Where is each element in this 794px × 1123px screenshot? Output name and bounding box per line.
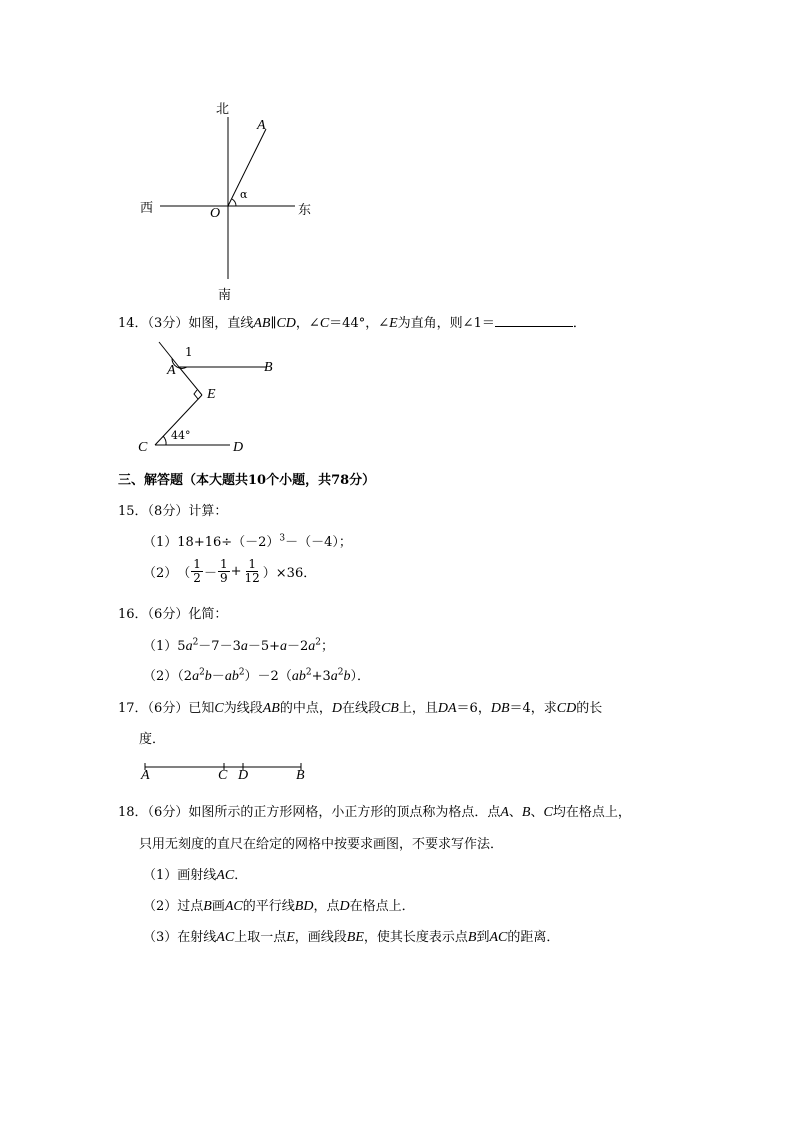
q17-label-a: A <box>141 768 150 783</box>
q14-label-44: 44° <box>171 429 191 442</box>
q16-number: 16． <box>118 607 148 622</box>
q18-score: （6分） <box>147 805 189 820</box>
q15-f3-num: 1 <box>248 557 256 571</box>
q18-p2-f: 在格点上． <box>349 899 415 914</box>
q18-p3-ac2: AC <box>489 930 508 945</box>
q16-p2-var5: a <box>330 669 338 684</box>
q16-title: 化简： <box>188 607 228 622</box>
q18-a: A <box>500 805 509 820</box>
q15-p2-tail: ）×36． <box>262 566 317 581</box>
q18-p2-a: 过点 <box>177 899 204 914</box>
label-east: 东 <box>298 203 312 218</box>
q18-p2-e: ，点 <box>313 899 340 914</box>
q16-p2-e1: 2 <box>199 667 205 678</box>
label-north: 北 <box>216 102 230 117</box>
q18-text <box>118 801 631 821</box>
q16-p1-d: －2 <box>287 639 309 654</box>
label-west: 西 <box>140 201 154 216</box>
q18-part3 <box>143 926 559 946</box>
q14-text-b: ，∠ <box>295 316 320 331</box>
q18-part2 <box>143 895 415 915</box>
label-point-a: A <box>257 118 266 133</box>
q17-text-f: ＝6， <box>456 701 491 716</box>
q16-p2-var3: ab <box>224 669 239 684</box>
q16-p2-b: － <box>211 669 225 684</box>
q17-cd: CD <box>556 701 577 716</box>
q16-p2-d: +3 <box>311 669 331 684</box>
q17-line2: 度． <box>139 732 166 747</box>
angle-alpha-arc <box>232 199 236 206</box>
q16-p1-var3: a <box>280 639 288 654</box>
q18-p3-b: 上取一点 <box>234 930 287 945</box>
q14-cd: CD <box>276 316 296 331</box>
q16-p1-c: －5+ <box>247 639 281 654</box>
q15-p2-label: （2） <box>143 566 178 581</box>
q17-text-e: 上，且 <box>398 701 438 716</box>
q17-ab: AB <box>262 701 280 716</box>
q17-db: DB <box>490 701 510 716</box>
q18-p1-ac: AC <box>216 868 235 883</box>
q14-ab: AB <box>253 316 271 331</box>
q18-sep1: 、 <box>508 805 522 820</box>
q14-c: C <box>319 316 330 331</box>
q18-p2-b: B <box>203 899 212 914</box>
q18-p1-text: 画射线 <box>177 868 217 883</box>
label-alpha: α <box>240 188 248 201</box>
q18-number: 18． <box>118 805 148 820</box>
q15-fraction-1 <box>191 558 203 585</box>
q16-p1-e2: 2 <box>315 637 322 648</box>
q17-d: D <box>331 701 342 716</box>
q18-part1 <box>143 864 247 884</box>
q16-p2-end: ）． <box>350 669 370 684</box>
q18-p3-d: ，使其长度表示点 <box>363 930 468 945</box>
q17-c: C <box>214 701 224 716</box>
q15-plus: + <box>230 564 242 579</box>
q18-text-b: 均在格点上， <box>552 805 631 820</box>
q16-p2-c: ）－2（ <box>244 669 292 684</box>
q16-p1-end: ； <box>321 639 335 654</box>
q18-p1-end: ． <box>234 868 248 883</box>
q15-p1-tail: －（－4）； <box>285 535 352 550</box>
q16-p1-var4: a <box>308 639 316 654</box>
q16-p2-var4: ab <box>291 669 306 684</box>
q18-p2-c: 画 <box>211 899 225 914</box>
q16-score: （6分） <box>147 607 189 622</box>
q15-f2-den: 9 <box>219 571 228 585</box>
q17-text-h: 的长 <box>576 701 603 716</box>
q17-da: DA <box>437 701 457 716</box>
q14-line-ae <box>179 367 202 395</box>
q16-p2-e4: 2 <box>337 667 344 678</box>
q18-p2-label: （2） <box>143 899 178 914</box>
q18-p3-c: ，画线段 <box>294 930 347 945</box>
q15-title: 计算： <box>188 504 228 519</box>
q15-f3-den: 12 <box>244 571 260 585</box>
q15-f1-den: 2 <box>193 571 201 585</box>
q14-label-1: 1 <box>185 345 193 359</box>
q17-label-c: C <box>218 768 228 783</box>
q18-p2-bd: BD <box>294 899 314 914</box>
q18-p1-label: （1） <box>143 868 178 883</box>
q16-p1-var1: a <box>185 639 193 654</box>
q18-sep2: 、 <box>530 805 544 820</box>
q14-number: 14． <box>118 316 148 331</box>
q15-p1-exp: 3 <box>279 533 286 544</box>
q16-p2-var1: a <box>192 669 200 684</box>
section-3-title: 三、解答题（本大题共10个小题，共78分） <box>118 473 376 488</box>
q16-p2-e2: 2 <box>238 667 245 678</box>
q15-p1-label: （1） <box>143 535 178 550</box>
q14-right-angle <box>194 390 198 399</box>
q18-p3-label: （3） <box>143 930 178 945</box>
q16-p1-a: 5 <box>177 639 186 654</box>
q17-text-g: ＝4，求 <box>509 701 557 716</box>
q17-text-b: 为线段 <box>223 701 263 716</box>
q15-header <box>118 500 227 519</box>
q17-text-d: 在线段 <box>341 701 381 716</box>
q17-text-c: 的中点， <box>279 701 332 716</box>
q15-f2-num: 1 <box>219 557 228 571</box>
q18-b: B <box>521 805 531 820</box>
q14-text-a: 如图，直线 <box>188 316 254 331</box>
q16-p2-label: （2） <box>143 669 178 684</box>
q17-number: 17． <box>118 701 148 716</box>
q16-p1-b: －7－3 <box>198 639 241 654</box>
q14-parallel: ∥ <box>270 316 277 331</box>
q17-text <box>118 697 602 717</box>
q17-label-d: D <box>238 768 249 783</box>
q14-label-d: D <box>233 440 244 455</box>
q18-p3-be: BE <box>346 930 364 945</box>
q18-p3-g: 的距离． <box>507 930 560 945</box>
q18-p2-dd: D <box>339 899 350 914</box>
q14-angle44-arc <box>163 436 166 445</box>
q14-label-b: B <box>264 360 273 375</box>
q14-score: （3分） <box>147 316 189 331</box>
q16-p1-label: （1） <box>143 639 178 654</box>
q16-p2-var2: b <box>204 669 212 684</box>
q18-p3-ac: AC <box>216 930 235 945</box>
q14-label-a: A <box>167 363 176 378</box>
q17-label-b: B <box>296 768 305 783</box>
q17-text-a: 已知 <box>188 701 215 716</box>
q15-number: 15． <box>118 504 148 519</box>
q14-end: ． <box>572 316 586 331</box>
q15-part1 <box>143 531 352 550</box>
q14-answer-blank[interactable] <box>495 314 573 327</box>
q14-text-c: ＝44°，∠ <box>329 316 390 331</box>
q17-cb: CB <box>380 701 399 716</box>
q16-p2-e3: 2 <box>305 667 312 678</box>
q14-text <box>118 312 586 332</box>
q14-label-e: E <box>207 387 216 402</box>
q15-part2 <box>143 558 316 585</box>
q16-p2-var6: b <box>343 669 351 684</box>
q18-p3-bb: B <box>467 930 477 945</box>
q17-score: （6分） <box>147 701 189 716</box>
q18-line2: 只用无刻度的直尺在给定的网格中按要求画图，不要求写作法． <box>139 837 504 852</box>
q16-p2-a: （2 <box>177 669 193 684</box>
label-south: 南 <box>218 288 232 303</box>
q16-part1 <box>143 635 334 655</box>
q14-e: E <box>389 316 398 331</box>
label-point-o: O <box>210 206 221 221</box>
q18-p2-ac: AC <box>224 899 243 914</box>
q18-p2-d: 的平行线 <box>242 899 295 914</box>
q16-p1-var2: a <box>240 639 248 654</box>
q14-text-d: 为直角，则∠1＝ <box>397 316 495 331</box>
q15-fraction-3 <box>243 558 262 585</box>
q15-fraction-2 <box>218 558 230 585</box>
q18-c: C <box>543 805 553 820</box>
q18-p3-a: 在射线 <box>177 930 217 945</box>
q15-f1-num: 1 <box>193 557 201 571</box>
q16-p1-e1: 2 <box>192 637 199 648</box>
q15-p2-open: （ <box>177 566 191 581</box>
q14-label-c: C <box>138 440 148 455</box>
q15-p1-text: 18+16÷（－2） <box>177 535 280 550</box>
q15-minus: － <box>203 566 217 581</box>
q18-p3-f: 到 <box>476 930 490 945</box>
q18-p3-e: E <box>286 930 295 945</box>
q16-part2 <box>143 665 370 685</box>
q18-text-a: 如图所示的正方形网格，小正方形的顶点称为格点．点 <box>188 805 501 820</box>
q15-score: （8分） <box>147 504 189 519</box>
q16-header <box>118 603 227 622</box>
